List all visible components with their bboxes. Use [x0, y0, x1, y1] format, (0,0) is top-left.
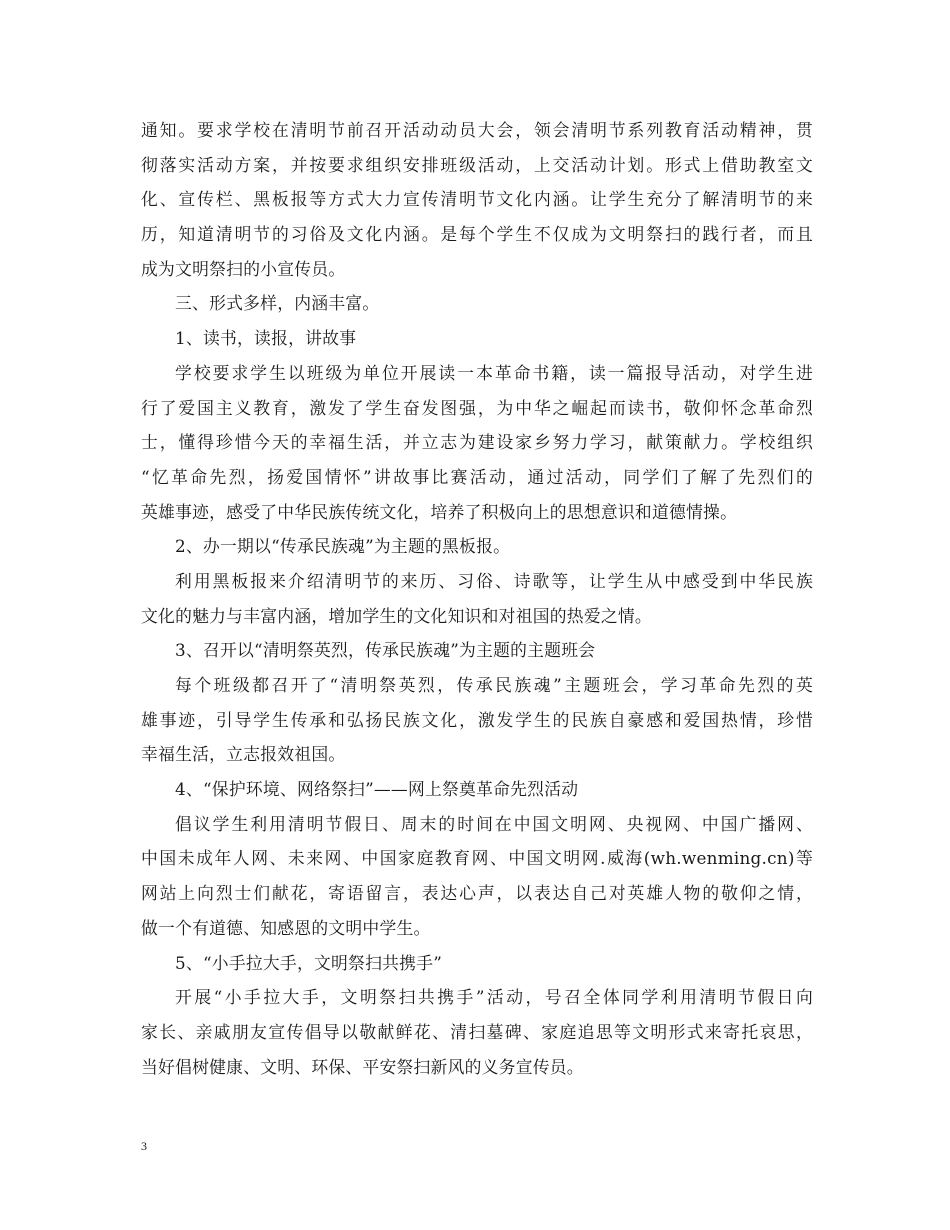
text-line: 雄事迹，引导学生传承和弘扬民族文化，激发学生的民族自豪感和爱国热情，珍惜: [141, 709, 813, 730]
text-line: 化、宣传栏、黑板报等方式大力宣传清明节文化内涵。让学生充分了解清明节的来: [141, 189, 813, 210]
text-line: 家长、亲戚朋友宣传倡导以敬献鲜花、清扫墓碑、家庭追思等文明形式来寄托哀思，: [141, 1021, 813, 1042]
text-line: 3、召开以“清明祭英烈，传承民族魂”为主题的主题班会: [175, 640, 596, 661]
text-line: 学校要求学生以班级为单位开展读一本革命书籍，读一篇报导活动，对学生进: [175, 362, 813, 383]
text-line: 中国未成年人网、未来网、中国家庭教育网、中国文明网.威海(wh.wenming.cn)等: [141, 848, 813, 869]
text-line: 2、办一期以“传承民族魂”为主题的黑板报。: [175, 536, 511, 557]
text-line: 通知。要求学校在清明节前召开活动动员大会，领会清明节系列教育活动精神，贯: [141, 120, 813, 140]
text-line: “忆革命先烈，扬爱国情怀”讲故事比赛活动，通过活动，同学们了解了先烈们的: [141, 466, 813, 487]
text-line: 士，懂得珍惜今天的幸福生活，并立志为建设家乡努力学习，献策献力。学校组织: [141, 432, 813, 453]
text-line: 开展“小手拉大手，文明祭扫共携手”活动，号召全体同学利用清明节假日向: [175, 987, 813, 1008]
text-line: 1、读书，读报，讲故事: [175, 328, 357, 349]
text-line: 倡议学生利用清明节假日、周末的时间在中国文明网、央视网、中国广播网、: [175, 813, 813, 834]
text-line: 5、“小手拉大手，文明祭扫共携手”: [175, 952, 443, 973]
text-line: 网站上向烈士们献花，寄语留言，表达心声，以表达自己对英雄人物的敬仰之情，: [141, 883, 813, 904]
text-line: 当好倡树健康、文明、环保、平安祭扫新风的义务宣传员。: [141, 1056, 584, 1077]
page-number: 3: [141, 1139, 147, 1153]
text-line: 4、“保护环境、网络祭扫”——网上祭奠革命先烈活动: [175, 779, 579, 800]
text-line: 成为文明祭扫的小宣传员。: [141, 258, 346, 279]
text-line: 英雄事迹，感受了中华民族传统文化，培养了积极向上的思想意识和道德情操。: [141, 501, 738, 522]
text-line: 做一个有道德、知感恩的文明中学生。: [141, 917, 431, 938]
text-line: 文化的魅力与丰富内涵，增加学生的文化知识和对祖国的热爱之情。: [141, 605, 652, 626]
text-line: 幸福生活，立志报效祖国。: [141, 744, 346, 765]
text-line: 三、形式多样，内涵丰富。: [175, 293, 380, 314]
body-text: [141, 113, 813, 1084]
text-line: 每个班级都召开了“清明祭英烈，传承民族魂”主题班会，学习革命先烈的英: [175, 675, 813, 695]
text-line: 历，知道清明节的习俗及文化内涵。是每个学生不仅成为文明祭扫的践行者，而且: [141, 224, 813, 245]
text-line: 彻落实活动方案，并按要求组织安排班级活动，上交活动计划。形式上借助教室文: [141, 154, 813, 175]
text-line: 利用黑板报来介绍清明节的来历、习俗、诗歌等，让学生从中感受到中华民族: [175, 570, 813, 591]
text-line: 行了爱国主义教育，激发了学生奋发图强，为中华之崛起而读书，敬仰怀念革命烈: [141, 397, 813, 418]
